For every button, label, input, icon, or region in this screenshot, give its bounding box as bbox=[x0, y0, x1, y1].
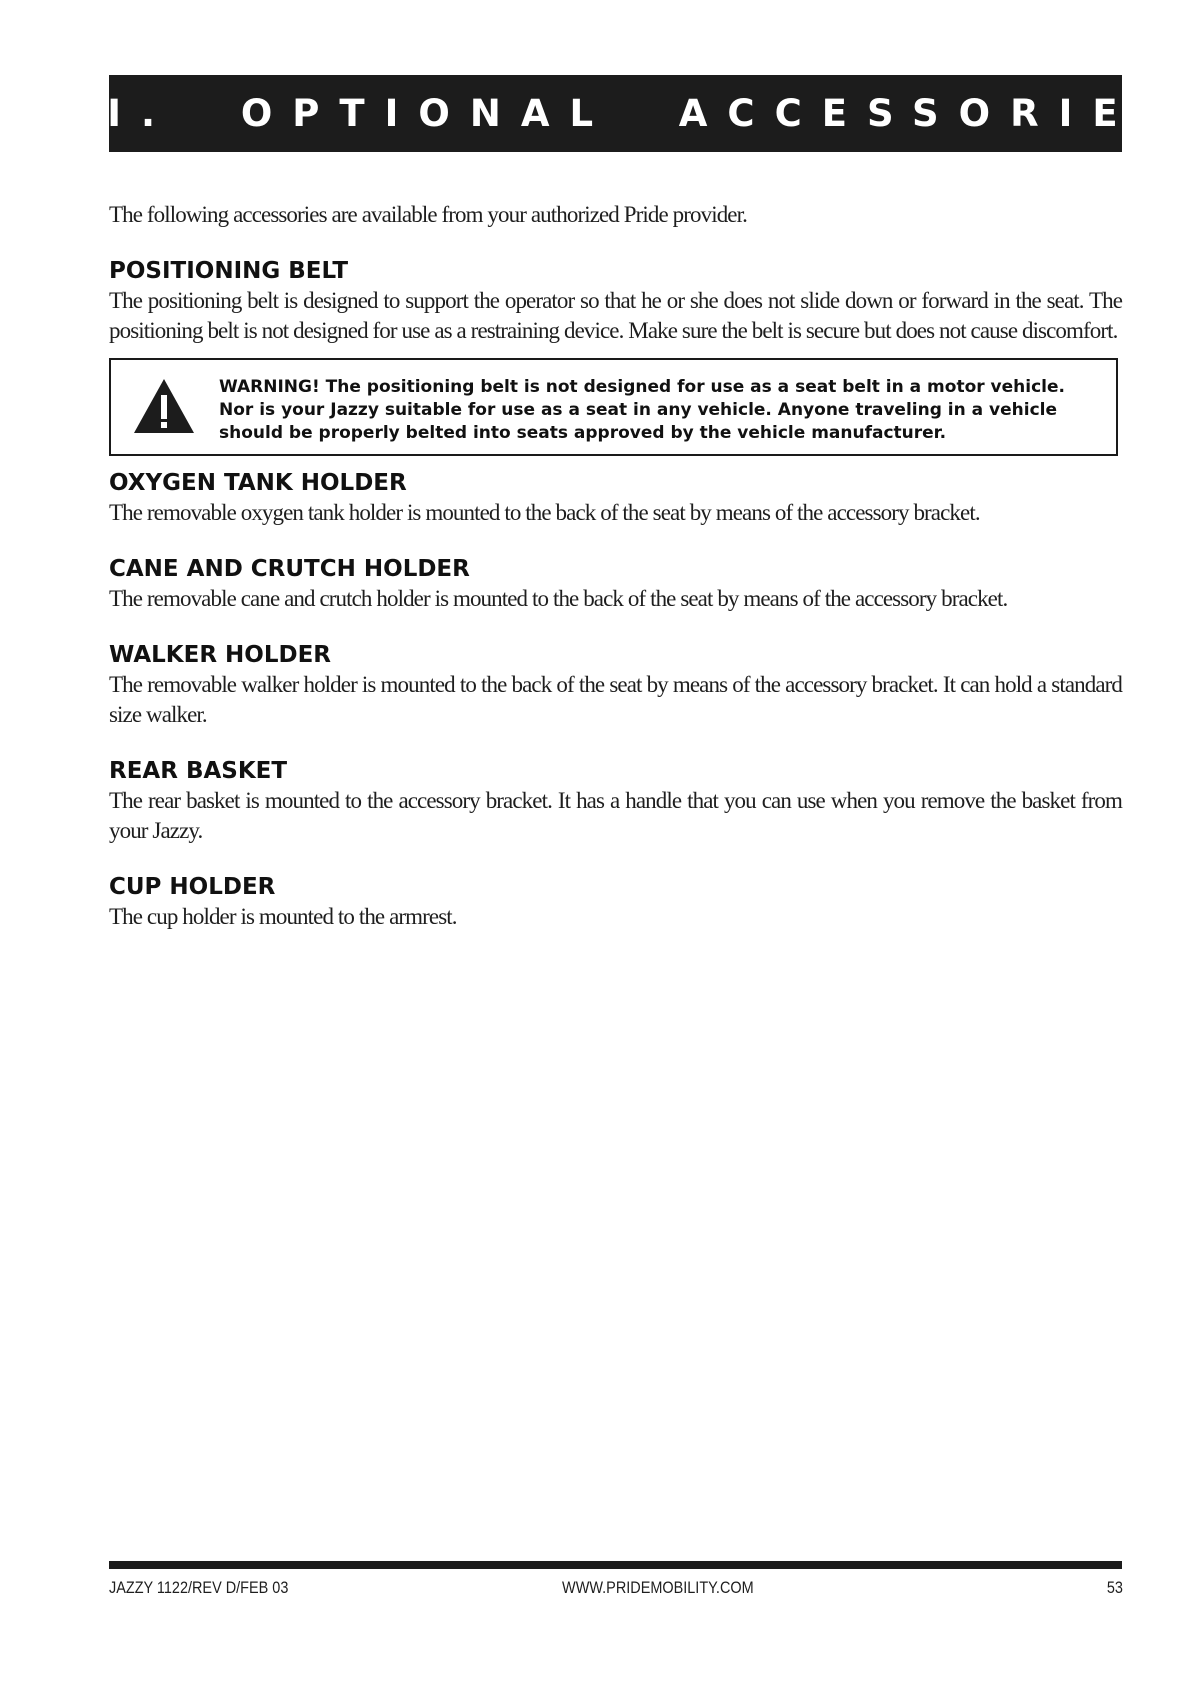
warning-box bbox=[109, 358, 1118, 456]
section-oxygen-tank-holder bbox=[109, 468, 1122, 528]
section-body: The removable walker holder is mounted to the back of the seat by means of the accessory bracket. It can hold a standard size walker. bbox=[109, 672, 1122, 727]
page-title: XI. OPTIONAL ACCESSORIES bbox=[58, 92, 1185, 135]
page-footer bbox=[109, 1578, 1123, 1604]
footer-divider bbox=[109, 1561, 1122, 1569]
section-positioning-belt bbox=[109, 256, 1122, 346]
section-title-bar bbox=[58, 75, 1185, 152]
section-heading: CUP HOLDER bbox=[109, 874, 276, 900]
section-body: The positioning belt is designed to support the operator so that he or she does not slide down or forward in the seat. The positioning belt is not designed for use as a restraining device. Make sure the belt is secure but does not cause discomfort. bbox=[109, 288, 1122, 343]
page-number: 53 bbox=[1106, 1578, 1123, 1597]
main-content bbox=[109, 200, 1122, 958]
section-heading: WALKER HOLDER bbox=[109, 642, 332, 668]
section-cup-holder bbox=[109, 872, 1122, 932]
section-body: The removable cane and crutch holder is mounted to the back of the seat by means of the accessory bracket. bbox=[109, 586, 1008, 611]
website-url: WWW.PRIDEMOBILITY.COM bbox=[562, 1578, 754, 1597]
intro-paragraph: The following accessories are available from your authorized Pride provider. bbox=[109, 202, 747, 227]
section-walker-holder bbox=[109, 640, 1122, 730]
section-heading: REAR BASKET bbox=[109, 758, 288, 784]
warning-triangle-icon bbox=[132, 377, 196, 435]
section-heading: CANE AND CRUTCH HOLDER bbox=[109, 556, 470, 582]
warning-text: WARNING! The positioning belt is not designed for use as a seat belt in a motor vehicle. Nor is your Jazzy suitable for use as a seat in any vehicle. Anyone traveling in a vehicle should be properly belted into seats approved by the vehicle manufacturer. bbox=[219, 377, 1065, 443]
section-body: The rear basket is mounted to the accessory bracket. It has a handle that you can use when you remove the basket from your Jazzy. bbox=[109, 788, 1122, 843]
section-body: The cup holder is mounted to the armrest. bbox=[109, 904, 457, 929]
section-heading: POSITIONING BELT bbox=[109, 258, 349, 284]
section-cane-crutch-holder bbox=[109, 554, 1122, 614]
section-body: The removable oxygen tank holder is mounted to the back of the seat by means of the accessory bracket. bbox=[109, 500, 980, 525]
document-revision: JAZZY 1122/REV D/FEB 03 bbox=[109, 1578, 289, 1597]
section-rear-basket bbox=[109, 756, 1122, 846]
section-heading: OXYGEN TANK HOLDER bbox=[109, 470, 407, 496]
